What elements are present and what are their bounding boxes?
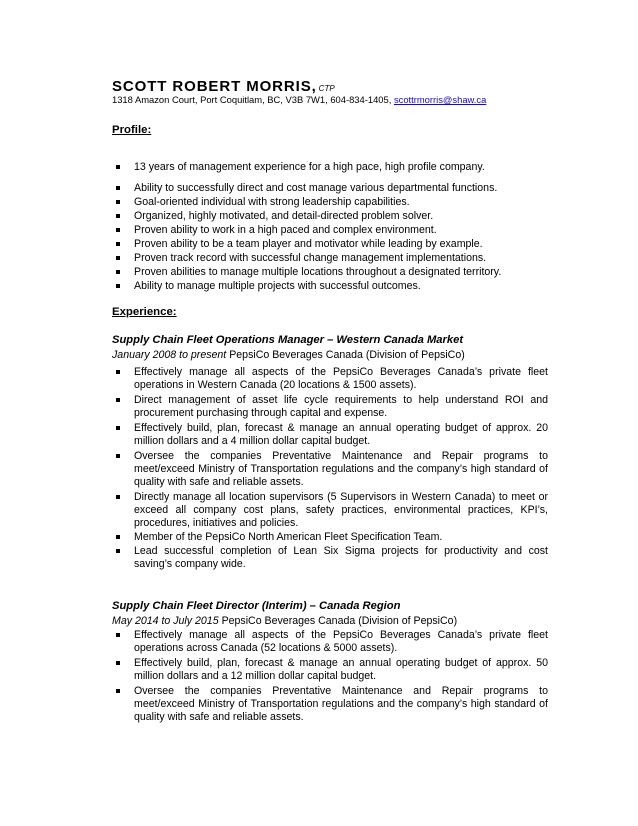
job-title: Supply Chain Fleet Operations Manager – Western Canada Market	[112, 334, 464, 346]
list-item: Effectively build, plan, forecast & manage an annual operating budget of approx. 50 million dollars and a 12 million dollar capital budget.	[112, 657, 548, 683]
email-link[interactable]: scottrmorris@shaw.ca	[393, 94, 487, 105]
job-dates	[112, 349, 465, 361]
list-item: Direct management of asset life cycle requirements to help understand ROI and procurement purchasing through capital and expense.	[112, 394, 548, 420]
list-item: Ability to manage multiple projects with successful outcomes.	[112, 280, 548, 294]
list-item: Organized, highly motivated, and detail-directed problem solver.	[112, 210, 548, 224]
experience-heading: Experience:	[112, 306, 177, 318]
list-item: Member of the PepsiCo North American Fleet Specification Team.	[112, 531, 548, 544]
list-item: Proven abilities to manage multiple locations throughout a designated territory.	[112, 266, 548, 280]
job-bullets	[112, 629, 548, 726]
job-bullets	[112, 366, 548, 573]
list-item: Effectively manage all aspects of the PepsiCo Beverages Canada’s private fleet operations in Western Canada (20 locations & 1500 assets).	[112, 366, 548, 392]
list-item: Directly manage all location supervisors (5 Supervisors in Western Canada) to meet or exceed all company cost plans, safety practices, environmental practices, KPI’s, procedures, initiatives and policies.	[112, 491, 548, 530]
credential: CTP	[318, 84, 335, 93]
list-item: Proven ability to be a team player and motivator while leading by example.	[112, 238, 548, 252]
list-item: Proven track record with successful change management implementations.	[112, 252, 548, 266]
list-item: 13 years of management experience for a high pace, high profile company.	[112, 161, 548, 175]
list-item: Oversee the companies Preventative Maintenance and Repair programs to meet/exceed Ministry of Transportation regulations and the company’s high standard of quality with safe and reliable assets.	[112, 685, 548, 724]
list-item: Goal-oriented individual with strong leadership capabilities.	[112, 196, 548, 210]
list-item: Oversee the companies Preventative Maintenance and Repair programs to meet/exceed Ministry of Transportation regulations and the company’s high standard of quality with safe and reliable assets.	[112, 450, 548, 489]
contact-address: 1318 Amazon Court, Port Coquitlam, BC, V3B 7W1, 604-834-1405,	[112, 94, 392, 105]
list-item: Effectively build, plan, forecast & manage an annual operating budget of approx. 20 million dollars and a 4 million dollar capital budget.	[112, 422, 548, 448]
list-item: Lead successful completion of Lean Six Sigma projects for productivity and cost saving’s company wide.	[112, 545, 548, 571]
job-title: Supply Chain Fleet Director (Interim) – Canada Region	[112, 600, 401, 612]
list-item: Effectively manage all aspects of the PepsiCo Beverages Canada’s private fleet operations across Canada (52 locations & 5000 assets).	[112, 629, 548, 655]
job-dates	[112, 615, 457, 627]
job-date-range: January 2008 to present	[112, 349, 227, 361]
job-date-range: May 2014 to July 2015	[112, 615, 219, 627]
list-item: Ability to successfully direct and cost manage various departmental functions.	[112, 182, 548, 196]
job-company: PepsiCo Beverages Canada (Division of PepsiCo)	[229, 349, 465, 361]
profile-heading: Profile:	[112, 124, 152, 136]
job-company: PepsiCo Beverages Canada (Division of PepsiCo)	[221, 615, 458, 627]
candidate-name: SCOTT ROBERT MORRIS, CTP	[112, 78, 335, 95]
contact-line	[112, 94, 486, 105]
list-item: Proven ability to work in a high paced and complex environment.	[112, 224, 548, 238]
profile-list	[112, 161, 548, 294]
